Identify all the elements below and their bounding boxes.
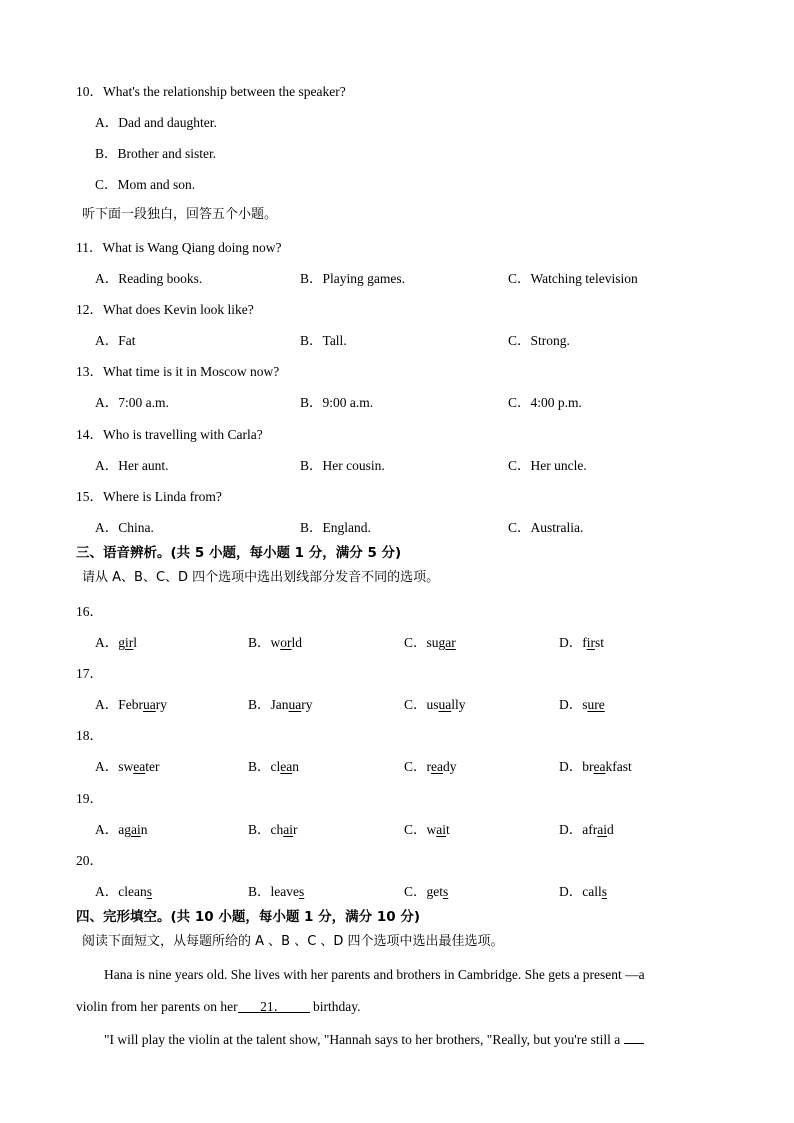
q13-option-c: C．4:00 p.m.: [508, 395, 582, 410]
q12-option-b: B．Tall.: [300, 333, 347, 348]
blank-22[interactable]: [624, 1029, 644, 1044]
q10-option-c: C．Mom and son.: [95, 177, 196, 192]
q17-option-d: D．sure: [559, 697, 605, 712]
section-4-instruction: 阅读下面短文，从每题所给的 A 、B 、C 、D 四个选项中选出最佳选项。: [82, 934, 504, 949]
q14-option-b: B．Her cousin.: [300, 458, 385, 473]
q20-option-d: D．calls: [559, 884, 608, 899]
q16-option-d: D．first: [559, 635, 605, 650]
q18-option-c: C．ready: [404, 759, 457, 774]
q20-option-b: B．leaves: [248, 884, 305, 899]
question-15: 15．Where is Linda from?: [76, 489, 222, 504]
q16-option-c: C．sugar: [404, 635, 456, 650]
q17-option-a: A．February: [95, 697, 167, 712]
monologue-instruction: 听下面一段独白，回答五个小题。: [82, 207, 278, 222]
q18-option-b: B．clean: [248, 759, 299, 774]
section-4-heading: 四、完形填空。(共 10 小题，每小题 1 分，满分 10 分): [76, 909, 421, 925]
q13-option-b: B．9:00 a.m.: [300, 395, 374, 410]
q15-option-a: A．China.: [95, 520, 154, 535]
blank-21[interactable]: 21．: [238, 998, 310, 1013]
q12-option-c: C．Strong.: [508, 333, 570, 348]
q16-option-a: A．girl: [95, 635, 138, 650]
passage-line-3: "I will play the violin at the talent show, "Hannah says to her brothers, "Really, but you're still a: [104, 1029, 644, 1049]
question-18: 18．: [76, 728, 103, 743]
q20-option-c: C．gets: [404, 884, 449, 899]
q13-option-a: A．7:00 a.m.: [95, 395, 169, 410]
q17-option-c: C．usually: [404, 697, 466, 712]
q18-option-a: A．sweater: [95, 759, 160, 774]
question-11: 11．What is Wang Qiang doing now?: [76, 240, 282, 255]
q12-option-a: A．Fat: [95, 333, 136, 348]
question-17: 17．: [76, 666, 103, 681]
question-14: 14．Who is travelling with Carla?: [76, 427, 263, 442]
section-3-heading: 三、语音辨析。(共 5 小题，每小题 1 分，满分 5 分): [76, 545, 402, 561]
q18-option-d: D．breakfast: [559, 759, 632, 774]
q15-option-c: C．Australia.: [508, 520, 584, 535]
question-20: 20．: [76, 853, 103, 868]
q11-option-b: B．Playing games.: [300, 271, 406, 286]
q19-option-c: C．wait: [404, 822, 450, 837]
q11-option-a: A．Reading books.: [95, 271, 203, 286]
q17-option-b: B．January: [248, 697, 313, 712]
q14-option-a: A．Her aunt.: [95, 458, 169, 473]
passage-line-1: Hana is nine years old. She lives with her parents and brothers in Cambridge. She gets a present —a: [104, 967, 645, 982]
question-16: 16．: [76, 604, 103, 619]
passage-line-2: violin from her parents on her 21． birthday.: [76, 999, 361, 1014]
q15-option-b: B．England.: [300, 520, 371, 535]
q16-option-b: B．world: [248, 635, 303, 650]
question-10: 10．What's the relationship between the speaker?: [76, 84, 346, 99]
question-12: 12．What does Kevin look like?: [76, 302, 254, 317]
question-19: 19．: [76, 791, 103, 806]
q20-option-a: A．cleans: [95, 884, 152, 899]
section-3-instruction: 请从 A、B、C、D 四个选项中选出划线部分发音不同的选项。: [82, 570, 440, 585]
q10-option-b: B．Brother and sister.: [95, 146, 217, 161]
question-13: 13．What time is it in Moscow now?: [76, 364, 280, 379]
q19-option-b: B．chair: [248, 822, 298, 837]
q14-option-c: C．Her uncle.: [508, 458, 587, 473]
q19-option-d: D．afraid: [559, 822, 614, 837]
q11-option-c: C．Watching television: [508, 271, 638, 286]
q19-option-a: A．again: [95, 822, 148, 837]
q10-option-a: A．Dad and daughter.: [95, 115, 217, 130]
